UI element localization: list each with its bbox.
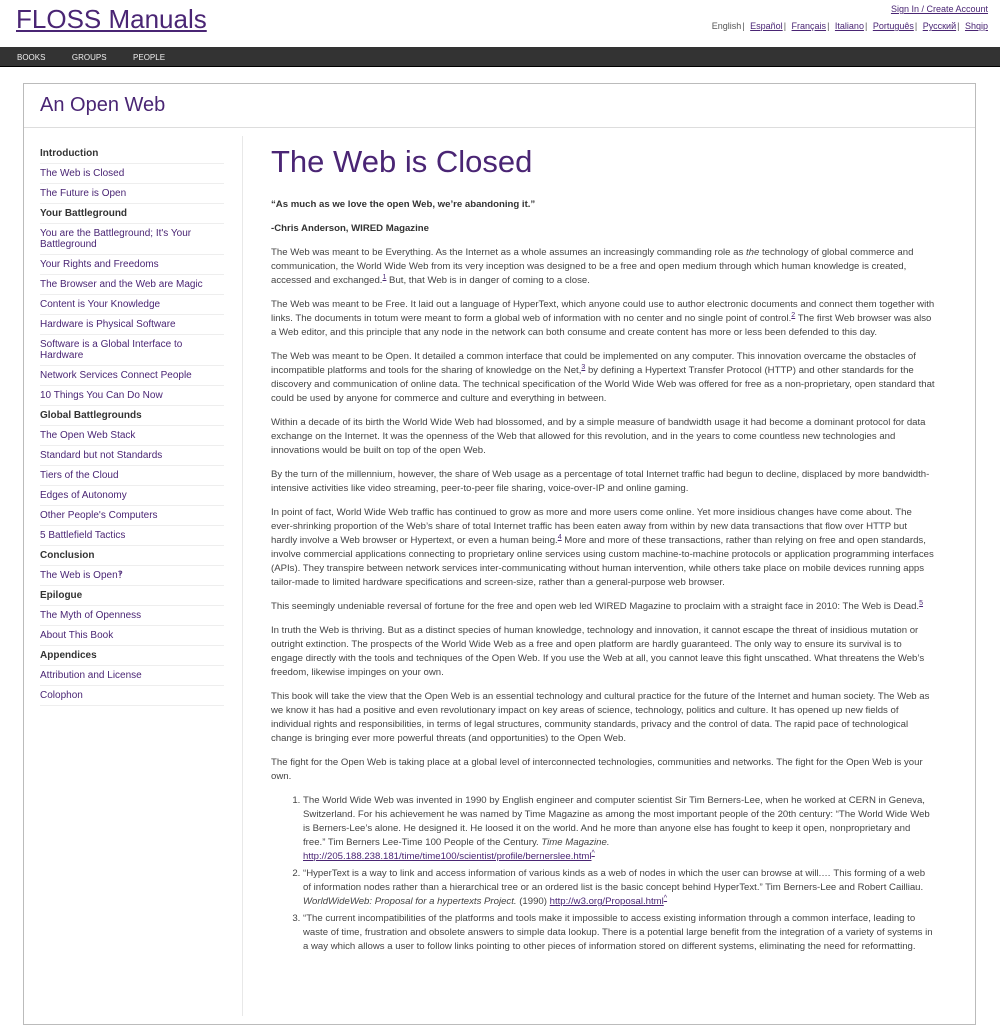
footnote-backref[interactable]: ^ [591, 849, 595, 857]
toc-chapter-link[interactable]: Standard but not Standards [40, 446, 224, 466]
toc-chapter-link[interactable]: About This Book [40, 626, 224, 646]
paragraph: This book will take the view that the Open Web is an essential technology and cultural practice for the future of the Internet and human society. The Web as we know it has had a positive and even revolutionary impact on key areas of science, technology, politics and culture. It has opened up new fields of individual rights and responsibilities, in terms of legal structures, community standards, privacy and the control of data. The rapid pace of technological change is bringing ever more powerful threats (and opportunities) to the Open Web. [271, 691, 930, 744]
paragraph: In truth the Web is thriving. But as a distinct species of human knowledge, technology and innovation, it cannot escape the threat of insidious mutation or outright extinction. The prospects of the World Wide Web as a free and open platform are hardly guaranteed. The only way to ensure its survival is to engage directly with the tools and techniques of the Open Web. If you use the Web at all, you cannot leave this fight unscathed. What threatens the Web’s freedom, likewise impinges on your own. [271, 625, 925, 678]
paragraph: The Web was meant to be Everything. As the Internet as a whole assumes an increasingly commanding role as the technology of global commerce and communication, the World Wide Web from its very inception was designed to be a free and open medium through which human knowledge is created, accessed and exchanged.$^1$ But, that Web is in danger of coming to a close. [271, 247, 914, 286]
toc-section-heading: Introduction [40, 144, 224, 164]
paragraph: The fight for the Open Web is taking place at a global level of interconnected technologies, communities and networks. The fight for the Open Web is your own. [271, 757, 923, 782]
epigraph-quote: “As much as we love the open Web, we’re abandoning it.” [271, 199, 536, 210]
toc-chapter-link[interactable]: 10 Things You Can Do Now [40, 386, 224, 406]
toc-chapter-link[interactable]: Edges of Autonomy [40, 486, 224, 506]
toc-chapter-link[interactable]: 5 Battlefield Tactics [40, 526, 224, 546]
paragraph: The Web was meant to be Open. It detailed a common interface that could be implemented on any computer. This innovation overcame the obstacles of incompatible platforms and tools for the sharing of knowledge on the Net,$^3$ by defining a Hypertext Transfer Protocol (HTTP) and other standards for the discovery and communication of online data. The technical specification of the World Wide Web was offered for free as a non-proprietary, open standard that could be used by anyone for commerce and culture and everything in between. [271, 351, 935, 404]
paragraph: Within a decade of its birth the World Wide Web had blossomed, and by a simple measure of bandwidth usage it had become a dominant protocol for data exchange on the Internet. It was the openness of the Web that allowed for this revolution, and in the years to come countless new technologies and innovations would be built on top of the open Web. [271, 417, 926, 456]
paragraph: In point of fact, World Wide Web traffic has continued to grow as more and more users come online. Yet more insidious changes have come about. The ever-shrinking proportion of the Web’s share of total Internet traffic has been eaten away from within by new data transactions that flow over HTTP but hardly involve a Web browser or Hypertext, or even a human being.$^4$ More and more of these transactions, rather than relying on free and open standards, involve commercial applications connecting to proprietary online services using custom machine-to-machine protocols or application programming interfaces (APIs). They transpire between network services inter-communicating without human intervention, while others take place on mobile devices running apps tailor-made to limited hardware specifications and screen-size, rather than a general-purpose web browser. [271, 507, 934, 588]
footnote-link[interactable]: http://w3.org/Proposal.html [549, 896, 664, 907]
lang-current: English [711, 21, 742, 31]
toc-chapter-link[interactable]: Attribution and License [40, 666, 224, 686]
lang-link-es[interactable]: Español [750, 21, 783, 31]
toc-chapter-link[interactable]: The Open Web Stack [40, 426, 224, 446]
paragraph: By the turn of the millennium, however, the share of Web usage as a percentage of total Internet traffic had begun to decline, displaced by more bandwidth-intensive activities like video streaming, peer-to-peer file sharing, voice-over-IP and online gaming. [271, 469, 930, 494]
book-header [24, 84, 975, 128]
toc-chapter-link[interactable]: Your Rights and Freedoms [40, 255, 224, 275]
toc-section-heading: Your Battleground [40, 204, 224, 224]
site-title-link[interactable]: FLOSS Manuals [16, 4, 207, 34]
toc-chapter-link[interactable]: Network Services Connect People [40, 366, 224, 386]
nav-books[interactable]: BOOKS [17, 53, 46, 62]
column-divider [242, 136, 243, 1016]
footnote-ref[interactable]: 3 [581, 363, 586, 371]
footnote-ref[interactable]: 4 [557, 533, 562, 541]
toc-chapter-link[interactable]: The Browser and the Web are Magic [40, 275, 224, 295]
footnote-item: 2. “HyperText is a way to link and access information of various kinds as a web of nodes in which the user can browse at will.… This forming of a web of information nodes rather than a hierarchical tree or an ordered list is the basic concept behind HyperText.” Tim Berners-Lee and Robert Cailliau. WorldWideWeb: Proposal for a hypertexts Project. (1990) http://w3.org/Proposal.html^ [303, 867, 935, 909]
nav-groups[interactable]: GROUPS [71, 53, 107, 62]
lang-link-fr[interactable]: Français [791, 21, 827, 31]
top-navbar [0, 47, 1000, 67]
toc-chapter-link[interactable]: Hardware is Physical Software [40, 315, 224, 335]
toc-chapter-link[interactable]: The Future is Open [40, 184, 224, 204]
footnote-item: 1. The World Wide Web was invented in 1990 by English engineer and computer scientist Sir Tim Berners-Lee, when he worked at CERN in Geneva, Switzerland. For his achievement he was named by Time Magazine as among the most important people of the 20th century: “The World Wide Web is Berners-Lee’s alone. He designed it. He loosed it on the world. And he more than anyone else has fought to keep it open, nonproprietary and free.” Tim Berners Lee-Time 100 People of the Century. Time Magazine. http://205.188.238.181/time/time100/scientist/profile/bernerslee.html^ [303, 794, 935, 864]
toc-chapter-link[interactable]: Software is a Global Interface to Hardware [40, 335, 224, 366]
sign-in-link[interactable]: Sign In / Create Account [890, 4, 988, 14]
toc-chapter-link[interactable]: Other People's Computers [40, 506, 224, 526]
book-title: An Open Web [40, 94, 166, 116]
footnote-backref[interactable]: ^ [663, 894, 668, 902]
toc-section-heading: Appendices [40, 646, 224, 666]
book-frame [23, 83, 976, 1025]
chapter-title: The Web is Closed [271, 144, 533, 179]
language-bar: English| Español| Français| Italiano| Português| Русский| Shqip [711, 21, 988, 31]
toc-chapter-link[interactable]: Tiers of the Cloud [40, 466, 224, 486]
lang-link-pt[interactable]: Português [872, 21, 914, 31]
table-of-contents [40, 144, 224, 706]
lang-link-sq[interactable]: Shqip [964, 21, 988, 31]
toc-chapter-link[interactable]: Content is Your Knowledge [40, 295, 224, 315]
toc-section-heading: Global Battlegrounds [40, 406, 224, 426]
toc-chapter-link[interactable]: Colophon [40, 686, 224, 706]
nav-people[interactable]: PEOPLE [133, 53, 166, 62]
chapter-content [271, 142, 935, 957]
lang-link-ru[interactable]: Русский [922, 21, 957, 31]
lang-link-it[interactable]: Italiano [834, 21, 864, 31]
toc-chapter-link[interactable]: The Myth of Openness [40, 606, 224, 626]
epigraph-author: -Chris Anderson, WIRED Magazine [271, 223, 429, 234]
footnote-ref[interactable]: 2 [791, 311, 796, 319]
footnote-ref[interactable]: 5 [919, 599, 924, 607]
toc-section-heading: Conclusion [40, 546, 224, 566]
paragraph: The Web was meant to be Free. It laid out a language of HyperText, which anyone could use to author electronic documents and connect them together with links. The documents in totum were meant to form a global web of information with no center and no single point of control.$^2$ The first Web browser was also a Web editor, and this principle that any node in the network can both consume and create content has more or less been defended to this day. [271, 299, 935, 338]
toc-chapter-link[interactable]: You are the Battleground; It's Your Battleground [40, 224, 224, 255]
toc-chapter-link[interactable]: The Web is Open‽ [40, 566, 224, 586]
footnotes-list [271, 794, 935, 954]
footnote-ref[interactable]: 1 [382, 273, 387, 281]
paragraph: This seemingly undeniable reversal of fortune for the free and open web led WIRED Magazine to proclaim with a straight face in 2010: The Web is Dead.$^5$ [271, 599, 924, 612]
footnote-item: 3. “The current incompatibilities of the platforms and tools make it impossible to access existing information through a common interface, leading to waste of time, frustration and obsolete answers to simple data lookup. There is a potential large benefit from the integration of a variety of systems in a way which allows a user to follow links pointing to other pieces of information stored on different systems, eliminating the need for reformatting. [303, 912, 935, 954]
toc-chapter-link[interactable]: The Web is Closed [40, 164, 224, 184]
footnote-link[interactable]: http://205.188.238.181/time/time100/scientist/profile/bernerslee.html [303, 851, 592, 862]
toc-section-heading: Epilogue [40, 586, 224, 606]
